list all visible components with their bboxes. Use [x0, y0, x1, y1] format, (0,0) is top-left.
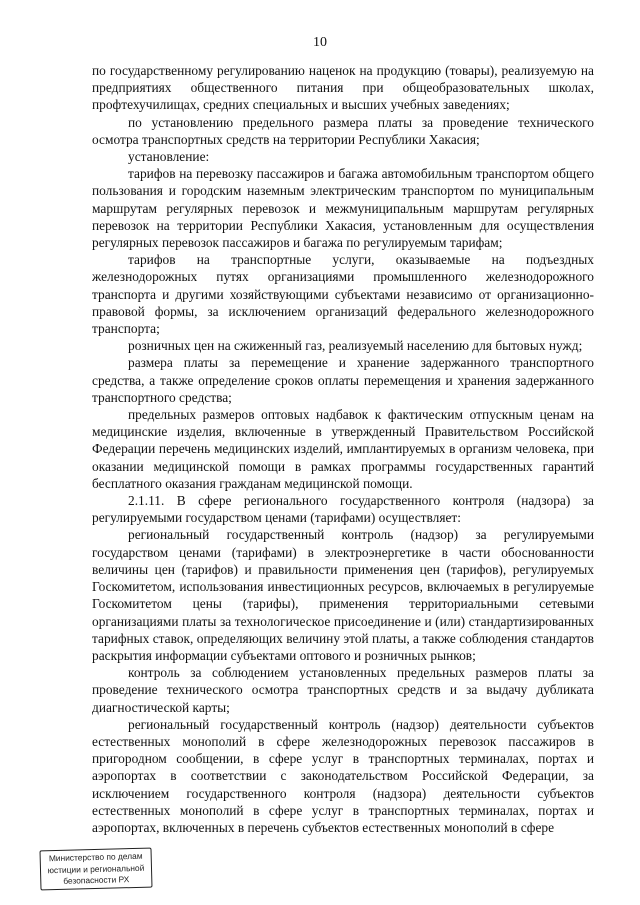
paragraph: предельных размеров оптовых надбавок к фактическим отпускным ценам на медицинские изделия, включенные в утвержденный Правительством Российской Федерации перечень медицинских изделий, имплантируемых в организм человека, при оказании медицинской помощи в рамках программы государственных гарантий бесплатного оказания гражданам медицинской помощи. [92, 407, 594, 491]
paragraph: установление: [128, 149, 210, 165]
stamp-line: Министерство по делам [48, 850, 143, 864]
paragraph: контроль за соблюдением установленных предельных размеров платы за проведение технического осмотра транспортных средств и за выдачу дубликата диагностической карты; [92, 665, 594, 715]
paragraph: размера платы за перемещение и хранение задержанного транспортного средства, а также определение сроков оплаты перемещения и хранения задержанного транспортного средства; [92, 355, 594, 405]
paragraph: тарифов на перевозку пассажиров и багажа автомобильным транспортом общего пользования и городским наземным электрическим транспортом по муниципальным маршрутам регулярных перевозок и межмуниципальным маршрутам регулярных перевозок на территории Республики Хакасия, установленным для осуществления регулярных перевозок пассажиров и багажа по регулируемым тарифам; [92, 166, 594, 251]
document-body [92, 62, 594, 836]
paragraph: розничных цен на сжиженный газ, реализуемый населению для бытовых нужд; [128, 338, 583, 354]
section-heading-paragraph: 2.1.11. В сфере регионального государственного контроля (надзора) за регулируемыми государством ценами (тарифами) осуществляет: [92, 493, 594, 526]
paragraph: региональный государственный контроль (надзор) за регулируемыми государством ценами (тарифами) в электроэнергетике в части обоснованности величины цен (тарифов) и правильности применения цен (тарифов), регулируемых Госкомитетом, использования инвестиционных ресурсов, включаемых в регулируемые Госкомитетом цены (тарифы), применения территориальными сетевыми организациями платы за технологическое присоединение и (или) стандартизированных тарифных ставок, определяющих величину этой платы, а также соблюдения стандартов раскрытия информации субъектами оптового и розничных рынков; [92, 527, 594, 663]
paragraph: тарифов на транспортные услуги, оказываемые на подъездных железнодорожных путях организациями промышленного железнодорожного транспорта и другими хозяйствующими субъектами независимо от организационно-правовой формы, за исключением организаций федерального железнодорожного транспорта; [92, 252, 594, 337]
stamp-line: юстиции и региональной [47, 862, 145, 875]
registration-stamp [39, 848, 152, 891]
paragraph: по государственному регулированию наценок на продукцию (товары), реализуемую на предприятиях общественного питания при общеобразовательных школах, профтехучилищах, средних специальных и высших учебных заведениях; [92, 63, 594, 113]
paragraph: региональный государственный контроль (надзор) деятельности субъектов естественных монополий в сфере железнодорожных перевозок пассажиров в пригородном сообщении, в сфере услуг в транспортных терминалах, портах и аэропортах в соответствии с законодательством Российской Федерации, за исключением государственного контроля (надзора) деятельности субъектов естественных монополий в сфере услуг в транспортных терминалах, портах и аэропортах, включенных в перечень субъектов естественных монополий в сфере [92, 716, 594, 835]
page-number: 10 [313, 35, 327, 50]
paragraph: по установлению предельного размера платы за проведение технического осмотра транспортных средств на территории Республики Хакасия; [92, 114, 594, 147]
stamp-line: безопасности РХ [63, 874, 130, 886]
